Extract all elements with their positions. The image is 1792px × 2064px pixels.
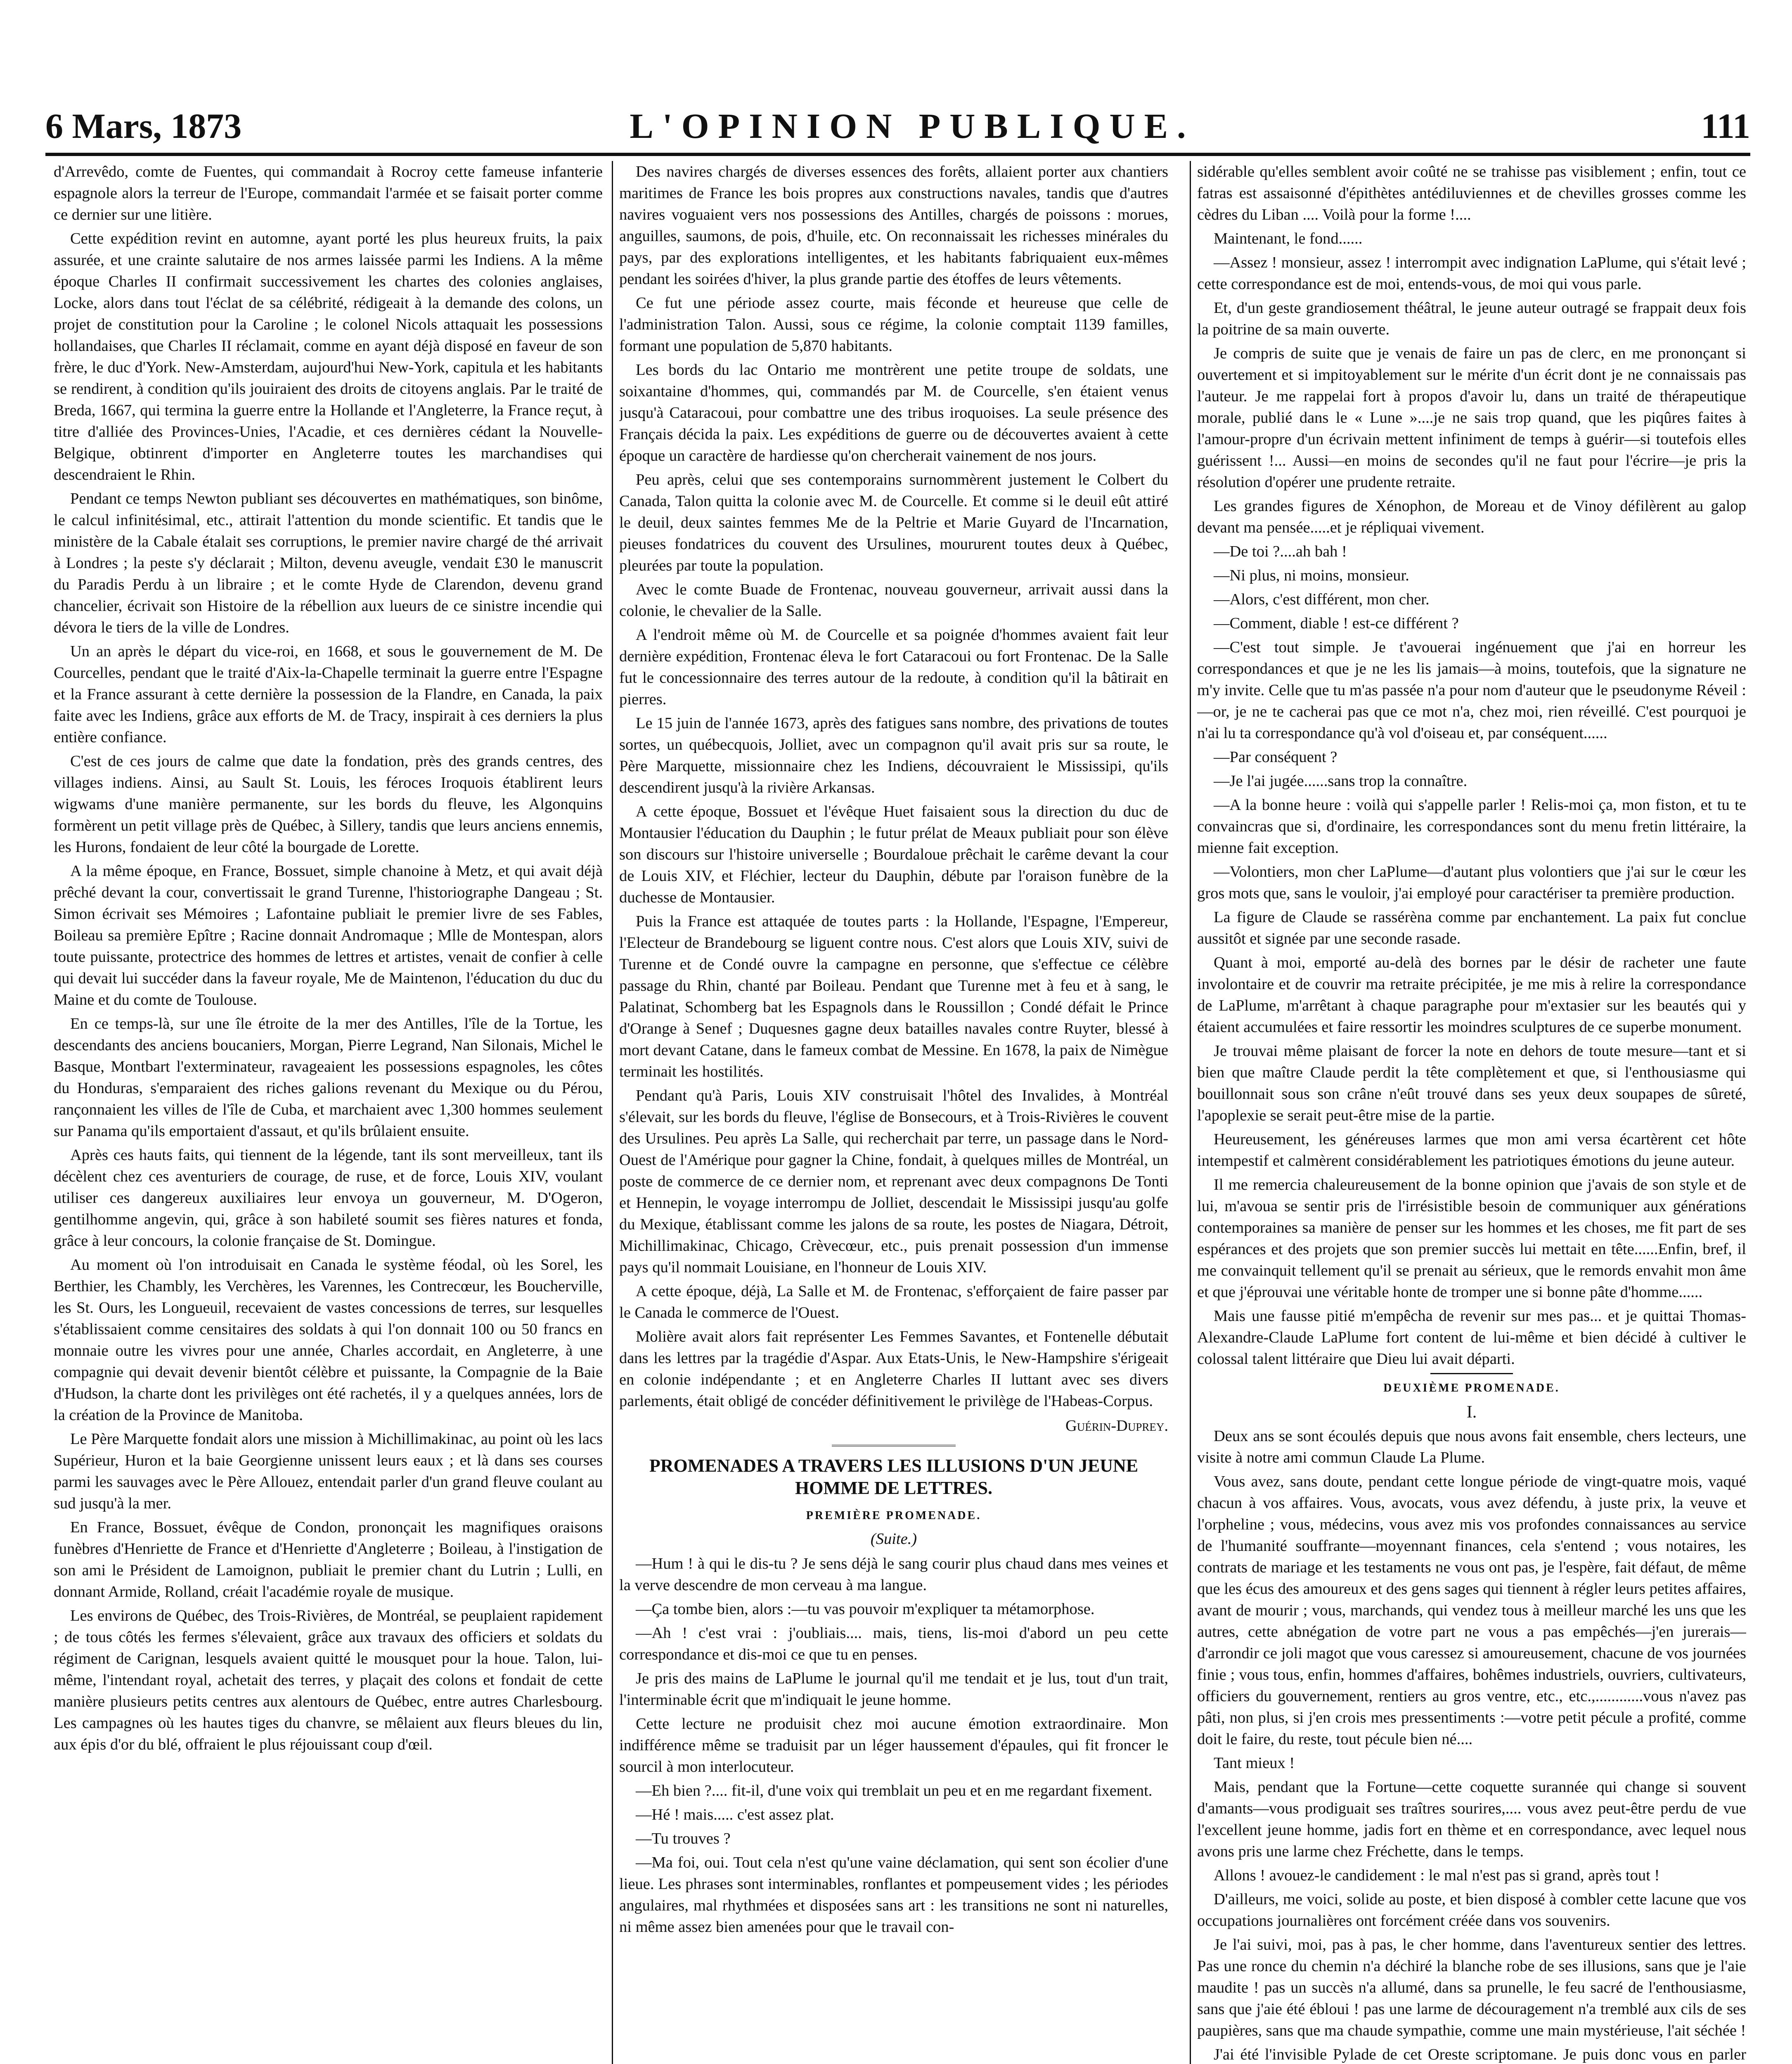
paragraph: En ce temps-là, sur une île étroite de la mer des Antilles, l'île de la Tortue, les descendants des anciens boucaniers, Morgan, Pierre Legrand, Nan Silonais, Michel le Basque, Montbart l'exterminateur, ravageaient les possessions espagnoles, les côtes du Honduras, s'emparaient des riches galions revenant du Mexique ou du Pérou, rançonnaient les villes de l'île de Cuba, et marchaient avec 1,300 hommes seulement sur Panama qu'ils emportaient d'assaut, et qu'ils brûlaient ensuite. xyxy=(54,1015,603,1140)
section-separator xyxy=(1430,1373,1513,1374)
paragraph: Au moment où l'on introduisait en Canada le système féodal, où les Sorel, les Berthier, les Chambly, les Verchères, les Varennes, les Contrecœur, les Boucherville, les St. Ours, les Longueuil, recevaient de vastes concessions de terres, sur lesquelles s'établissaient comme censitaires des soldats à qui l'on donnait 100 ou 50 francs en monnaie outre les vivres pour une année, Charles accordait, en Angleterre, à une compagnie qui devait devenir bientôt célèbre et puissante, la Compagnie de la Baie d'Hudson, la charte dont les privilèges ont été rachetés, il y a quelques années, lors de la création de la Province de Manitoba. xyxy=(54,1256,603,1424)
paragraph: Des navires chargés de diverses essences des forêts, allaient porter aux chantiers maritimes de France les bois propres aux constructions navales, tandis que d'autres navires voguaient vers nos possessions des Antilles, chargés de poissons : morues, anguilles, saumons, de pois, d'huile, etc. On reconnaissait les richesses minérales du pays, par des explorations intelligentes, et les habitants fabriquaient eux-mêmes pendant les soirées d'hiver, la plus grande partie des étoffes de leurs vêtements. xyxy=(619,163,1168,288)
paragraph: Après ces hauts faits, qui tiennent de la légende, tant ils sont merveilleux, tant ils décèlent chez ces aventuriers de courage, de ruse, et de force, Louis XIV, voulant utiliser ces dangereux auxiliaires leur envoya un gouverneur, M. D'Ogeron, gentilhomme angevin, qui, grâce à son habileté soumit ses fières natures et fonda, grâce à leur concours, la colonie française de St. Domingue. xyxy=(54,1146,603,1250)
section-subhead: PREMIÈRE PROMENADE. xyxy=(806,1509,982,1522)
paragraph: A cette époque, Bossuet et l'évêque Huet faisaient sous la direction du duc de Montausier l'éducation du Dauphin ; le futur prélat de Meaux publiait pour son élève son discours sur l'histoire universelle ; Bourdaloue prêchait le carême devant la cour de Louis XIV, et Fléchier, lecteur du Dauphin, débute par l'oraison funèbre de la duchesse de Montausier. xyxy=(619,803,1168,906)
paragraph: —Eh bien ?.... fit-il, d'une voix qui tremblait un peu et en me regardant fixement. xyxy=(636,1782,1153,1799)
paragraph: Je pris des mains de LaPlume le journal qu'il me tendait et je lus, tout d'un trait, l'interminable écrit que m'indiquait le jeune homme. xyxy=(619,1670,1168,1709)
paragraph: —Je l'ai jugée......sans trop la connaître. xyxy=(1214,772,1468,790)
paragraph: Avec le comte Buade de Frontenac, nouveau gouverneur, arrivait aussi dans la colonie, le chevalier de la Salle. xyxy=(619,581,1168,620)
paragraph: Quant à moi, emporté au-delà des bornes par le désir de racheter une faute involontaire et de couvrir ma retraite précipitée, je me mis à relire la correspondance de LaPlume, m'arrêtant à chaque paragraphe pour m'extasier sur les beautés qui y étaient accumulées et faire ressortir les moindres sculptures de ce superbe monument. xyxy=(1197,954,1746,1036)
paragraph: —Ni plus, ni moins, monsieur. xyxy=(1214,567,1409,584)
paragraph: En France, Bossuet, évêque de Condon, prononçait les magnifiques oraisons funèbres d'Henriette de France et d'Henriette d'Angleterre ; Boileau, à l'instigation de son ami le Président de Lamoignon, publiait le premier chant du Lutrin ; Lulli, en donnant Armide, Rolland, créait l'académie royale de musique. xyxy=(54,1519,603,1600)
paragraph: —Alors, c'est différent, mon cher. xyxy=(1214,591,1430,608)
paragraph: Peu après, celui que ses contemporains surnommèrent justement le Colbert du Canada, Talon quitta la colonie avec M. de Courcelle. Et comme si le deuil eût attiré le deuil, deux saintes femmes Me de la Peltrie et Marie Guyard de l'Incarnation, pieuses fondatrices du couvent des Ursulines, moururent toutes deux à Québec, pleurées par toute la population. xyxy=(619,471,1168,574)
paragraph: Les bords du lac Ontario me montrèrent une petite troupe de soldats, une soixantaine d'hommes, qui, commandés par M. de Courcelle, s'en étaient venus jusqu'à Cataracoui, pour combattre une des tribus iroquoises. La seule présence des Français décida la paix. Les expéditions de guerre ou de découvertes avaient à cette époque un caractère de hardiesse qu'on chercherait vainement de nos jours. xyxy=(619,361,1168,464)
paragraph: Mais, pendant que la Fortune—cette coquette surannée qui change si souvent d'amants—vous prodiguait ses traîtres sourires,.... vous avez peut-être perdu de vue l'excellent jeune homme, jadis fort en thème et en correspondance, avec lequel nous avons pris une larme chez Fréchette, dans le temps. xyxy=(1197,1778,1746,1860)
paragraph: Pendant ce temps Newton publiant ses découvertes en mathématiques, son binôme, le calcul infinitésimal, etc., attirait l'attention du monde scientific. Et tandis que le ministère de la Cabale étalait ses corruptions, le premier navire chargé de thé arrivait à Londres ; la peste s'y déclarait ; Milton, devenu aveugle, vendait £30 le manuscrit du Paradis Perdu à un libraire ; et le comte Hyde de Clarendon, devenu grand chancelier, écrivait son Histoire de la rébellion aux lueurs de ce sinistre incendie qui dévora le tiers de la ville de Londres. xyxy=(54,490,603,636)
paragraph: D'ailleurs, me voici, solide au poste, et bien disposé à combler cette lacune que vos occupations journalières ont forcément créée dans vos souvenirs. xyxy=(1197,1891,1746,1929)
paragraph: Deux ans se sont écoulés depuis que nous avons fait ensemble, chers lecteurs, une visite à notre ami commun Claude La Plume. xyxy=(1197,1427,1746,1466)
paragraph: —A la bonne heure : voilà qui s'appelle parler ! Relis-moi ça, mon fiston, et tu te convaincras que si, d'ordinaire, les correspondances sont du menu fretin littéraire, la mienne fait exception. xyxy=(1197,796,1746,857)
newspaper-title: L'OPINION PUBLIQUE. xyxy=(630,106,1195,146)
paragraph: Un an après le départ du vice-roi, en 1668, et sous le gouvernement de M. De Courcelles, pendant que le traité d'Aix-la-Chapelle terminait la guerre entre l'Espagne et la France assurant à cette dernière la possession de la Flandre, en Canada, la paix faite avec les Indiens, grâce aux efforts de M. de Tracy, inspirait à ces derniers la plus entière confiance. xyxy=(54,643,603,746)
paragraph: —Volontiers, mon cher LaPlume—d'autant plus volontiers que j'ai sur le cœur les gros mots que, sans le vouloir, j'ai employé pour caractériser ta première production. xyxy=(1197,863,1746,902)
paragraph: Cette lecture ne produisit chez moi aucune émotion extraordinaire. Mon indifférence même se traduisit par un léger haussement d'épaules, qui fit froncer le sourcil à mon interlocuteur. xyxy=(619,1715,1168,1775)
paragraph: Le 15 juin de l'année 1673, après des fatigues sans nombre, des privations de toutes sortes, un québecquois, Jolliet, avec un compagnon qu'il avait pris sur sa route, le Père Marquette, missionnaire chez les Indiens, découvraient le Mississipi, qu'ils descendirent jusqu'à la rivière Arkansas. xyxy=(619,715,1168,796)
paragraph: A cette époque, déjà, La Salle et M. de Frontenac, s'efforçaient de faire passer par le Canada le commerce de l'Ouest. xyxy=(619,1283,1168,1321)
paragraph: Molière avait alors fait représenter Les Femmes Savantes, et Fontenelle débutait dans les lettres par la tragédie d'Aspar. Aux Etats-Unis, le New-Hampshire s'érigeait en colonie indépendante ; et en Angleterre Charles II luttant avec ses divers parlements, était obligé de concéder définitivement le privilège de l'Habeas-Corpus. xyxy=(619,1328,1168,1410)
paragraph: Pendant qu'à Paris, Louis XIV construisait l'hôtel des Invalides, à Montréal s'élevait, sur les bords du fleuve, l'église de Bonsecours, et à Trois-Rivières le couvent des Ursulines. Peu après La Salle, qui recherchait par terre, un passage dans le Nord-Ouest de l'Amérique pour gagner la Chine, fondait, à quelques milles de Montréal, un poste de commerce de ce dernier nom, et reprenant avec deux compagnons De Tonti et Hennepin, le voyage interrompu de Jolliet, descendait le Mississipi jusqu'au golfe du Mexique, établissant comme les jalons de sa route, les postes de Niagara, Détroit, Michillimakinac, Chicago, Crèvecœur, etc., puis prenait possession d'un immense pays qu'il nommait Louisiane, en l'honneur de Louis XIV. xyxy=(619,1087,1168,1276)
page-number: 111 xyxy=(1701,106,1750,146)
article-title: PROMENADES A TRAVERS LES ILLUSIONS D'UN JEUNE HOMME DE LETTRES. xyxy=(649,1456,1139,1498)
paragraph: A l'endroit même où M. de Courcelle et sa poignée d'hommes avaient fait leur dernière expédition, Frontenac éleva le fort Cataracoui ou fort Frontenac. De la Salle fut le concessionnaire des terres autour de la redoute, à condition qu'il la bâtirait en pierres. xyxy=(619,626,1168,708)
paragraph: La figure de Claude se rassérèna comme par enchantement. La paix fut conclue aussitôt et signée par une seconde rasade. xyxy=(1197,909,1746,947)
issue-date: 6 Mars, 1873 xyxy=(45,106,242,146)
paragraph: —C'est tout simple. Je t'avouerai ingénuement que j'ai en horreur les correspondances et que je ne les lis jamais—à moins, toutefois, que la signature ne m'y invite. Celle que tu m'as passée n'a pour nom d'auteur que le pseudonyme Réveil :—or, je ne te cacherai pas que ce mot n'a, chez moi, rien réveillé. C'est pourquoi je n'ai lu ta correspondance qu'à vol d'oiseau et, par conséquent...... xyxy=(1197,639,1746,742)
paragraph: —Hé ! mais..... c'est assez plat. xyxy=(636,1806,834,1823)
paragraph: Les grandes figures de Xénophon, de Moreau et de Vinoy défilèrent au galop devant ma pensée.....et je répliquai vivement. xyxy=(1197,497,1746,536)
paragraph: —Tu trouves ? xyxy=(636,1830,731,1847)
paragraph: —Comment, diable ! est-ce différent ? xyxy=(1214,615,1459,632)
paragraph: Heureusement, les généreuses larmes que mon ami versa écartèrent cet hôte intempestif et calmèrent considérablement les patriotiques émotions du jeune auteur. xyxy=(1197,1131,1746,1169)
paragraph: Le Père Marquette fondait alors une mission à Michillimakinac, au point où les lacs Supérieur, Huron et la baie Georgienne unissent leurs eaux ; et là dans ses courses parmi les sauvages avec le Père Allouez, entendait parler d'un grand fleuve coulant au sud jusqu'à la mer. xyxy=(54,1430,603,1512)
paragraph: Cette expédition revint en automne, ayant porté les plus heureux fruits, la paix assurée, et une crainte salutaire de nos armes laissée parmi les Indiens. A la même époque Charles II confirmait successivement les chartes des colonies anglaises, Locke, alors dans tout l'éclat de sa célébrité, rédigeait à la demande des colons, un projet de constitution pour la Caroline ; le colonel Nicols attaquait les possessions hollandaises, que Charles II réclamait, comme en ayant déjà disposé en faveur de son frère, le duc d'York. New-Amsterdam, aujourd'hui New-York, capitula et les habitants se rendirent, à condition qu'ils jouiraient des droits de citoyens anglais. Par le traité de Breda, 1667, qui termina la guerre entre la Hollande et l'Angleterre, la France reçut, à titre d'alliée des Provinces-Unies, l'Acadie, et ces dernières cédant la Nouvelle-Belgique, obtinrent d'importer en Angleterre toutes les marchandises qui descendraient le Rhin. xyxy=(54,230,603,483)
column-divider xyxy=(1190,161,1191,2064)
paragraph: —Ça tombe bien, alors :—tu vas pouvoir m'expliquer ta métamorphose. xyxy=(636,1600,1095,1618)
paragraph: Maintenant, le fond...... xyxy=(1214,230,1363,247)
paragraph: J'ai été l'invisible Pylade de cet Oreste scriptomane. Je puis donc vous en parler xyxy=(1214,2046,1746,2063)
paragraph: Mais une fausse pitié m'empêcha de revenir sur mes pas... et je quittai Thomas-Alexandre-Claude LaPlume fort content de lui-même et bien décidé à cultiver le colossal talent littéraire que Dieu lui avait départi. xyxy=(1197,1307,1746,1368)
paragraph: Je l'ai suivi, moi, pas à pas, le cher homme, dans l'aventureux sentier des lettres. Pas une ronce du chemin n'a déchiré la blanche robe de ses illusions, sans que je l'aie maudite ! pas un succès n'a allumé, dans sa prunelle, le feu sacré de l'enthousiasme, sans que j'aie été ébloui ! pas une larme de découragement n'a tremblé aux cils de ses paupières, sans que ma chaude sympathie, comme une main mystérieuse, l'ait séchée ! xyxy=(1197,1936,1746,2039)
paragraph: d'Arrevêdo, comte de Fuentes, qui commandait à Rocroy cette fameuse infanterie espagnole alors la terreur de l'Europe, commandait l'armée et se faisait porter comme ce dernier sur une litière. xyxy=(54,163,603,223)
paragraph: Les environs de Québec, des Trois-Rivières, de Montréal, se peuplaient rapidement ; de tous côtés les fermes s'élevaient, grâce aux travaux des officiers et soldats du régiment de Carignan, lesquels avaient quitté le mousquet pour la houe. Talon, lui-même, l'intendant royal, achetait des terres, y plaçait des colons et fondait de cette manière plusieurs petits centres aux alentours de Québec, entre autres Charlesbourg. Les campagnes où les hautes tiges du chanvre, se mêlaient aux fleurs bleues du lin, aux épis d'or du blé, offraient le plus réjouissant coup d'œil. xyxy=(54,1607,603,1753)
paragraph: Puis la France est attaquée de toutes parts : la Hollande, l'Espagne, l'Empereur, l'Electeur de Brandebourg se liguent contre nous. C'est alors que Louis XIV, suivi de Turenne et de Condé ouvre la campagne en personne, que s'effectue ce célèbre passage du Rhin, chanté par Boileau. Pendant que Turenne met à feu et à sang, le Palatinat, Schomberg bat les Espagnols dans le Roussillon ; Condé défait le Prince d'Orange à Senef ; Duquesnes gagne deux batailles navales contre Ruyter, blessé à mort devant Catane, dans le fameux combat de Messine. En 1678, la paix de Nimègue terminait les hostilités. xyxy=(619,913,1168,1080)
column-1 xyxy=(54,161,603,2064)
paragraph: Je compris de suite que je venais de faire un pas de clerc, en me prononçant si ouvertement et si impitoyablement sur le mérite d'un écrit dont je ne connaissais pas l'auteur. Je me rappelai fort à propos d'avoir lu, dans un traité de thérapeutique morale, publié dans le « Lune »....je ne sais trop quand, que les piqûres faites à l'amour-propre d'un écrivain mettent infiniment de temps à guérir—si toutefois elles guérissent !... Aussi—en moins de secondes qu'il ne faut pour l'écrire—je pris la résolution d'opérer une prudente retraite. xyxy=(1197,345,1746,491)
paragraph: Allons ! avouez-le candidement : le mal n'est pas si grand, après tout ! xyxy=(1214,1867,1660,1884)
paragraph: Ce fut une période assez courte, mais féconde et heureuse que celle de l'administration Talon. Aussi, sous ce régime, la colonie comptait 1139 familles, formant une population de 5,870 habitants. xyxy=(619,294,1168,355)
section-number: I. xyxy=(1466,1403,1477,1422)
column-2 xyxy=(619,161,1168,2064)
paragraph: Je trouvai même plaisant de forcer la note en dehors de toute mesure—tant et si bien que maître Claude perdit la tête complètement et que, si l'enthousiasme qui bouillonnait sous son crâne n'eût trouvé dans ses yeux deux soupapes de sûreté, l'apoplexie se serait peut-être mise de la partie. xyxy=(1197,1042,1746,1124)
section-separator xyxy=(832,1445,956,1446)
masthead xyxy=(45,105,1750,159)
column-3 xyxy=(1197,161,1746,2064)
paragraph: C'est de ces jours de calme que date la fondation, près des grands centres, des villages indiens. Ainsi, au Sault St. Louis, les féroces Iroquois établirent leurs wigwams d'une manière permanente, sur les bords du fleuve, les Algonquins formèrent un petit village près de Québec, à Sillery, tandis que leurs anciens ennemis, les Hurons, fondaient de leur côté la bourgade de Lorette. xyxy=(54,753,603,856)
paragraph: Il me remercia chaleureusement de la bonne opinion que j'avais de son style et de lui, m'avoua se sentir pris de l'irrésistible besoin de communiquer aux générations contemporaines sa manière de penser sur les hommes et les choses, me fit part de ses espérances et des projets que son premier succès lui mettait en tête......Enfin, bref, il me convainquit tellement qu'il se prenait au sérieux, que le remords envahit mon âme et que j'éprouvai une véritable honte de tromper une si bonne pâte d'homme...... xyxy=(1197,1176,1746,1301)
paragraph: —De toi ?....ah bah ! xyxy=(1214,543,1347,560)
section-subhead: DEUXIÈME PROMENADE. xyxy=(1383,1382,1560,1394)
paragraph: —Hum ! à qui le dis-tu ? Je sens déjà le sang courir plus chaud dans mes veines et la verve descendre de mon cerveau à ma langue. xyxy=(619,1555,1168,1594)
paragraph: Tant mieux ! xyxy=(1214,1754,1295,1772)
paragraph: —Ah ! c'est vrai : j'oubliais.... mais, tiens, lis-moi d'abord un peu cette correspondance et dis-moi ce que tu en penses. xyxy=(619,1624,1168,1663)
paragraph: Et, d'un geste grandiosement théâtral, le jeune auteur outragé se frappait deux fois la poitrine de sa main ouverte. xyxy=(1197,299,1746,338)
paragraph: Vous avez, sans doute, pendant cette longue période de vingt-quatre mois, vaqué chacun à vos affaires. Vous, avocats, vous avez défendu, à juste prix, la veuve et l'orpheline ; vous, médecins, vous avez mis vos profondes connaissances au service de l'humanité souffrante—moyennant finances, cela s'entend ; vous notaires, les contrats de mariage et les testaments ne vous ont pas, je l'espère, fait défaut, de même que les écus des amoureux et des gens sages qui tiennent à régler leurs petites affaires, avant de mourir ; vous, marchands, qui vendez tous à meilleur marché les uns que les autres, cette abnégation de votre part ne vous a pas empêchés—j'en jurerais—d'arrondir ce joli magot que vous caressez si amoureusement, chacune de vos journées finie ; vous tous, enfin, hommes d'affaires, bohêmes industriels, ouvriers, cultivateurs, officiers du gouvernement, rentiers au gros ventre, etc., etc.,............vous n'avez pas pâti, non plus, si j'en crois mes pressentiments :—votre petit pécule a profité, comme doit le faire, du reste, tout pécule bien né.... xyxy=(1197,1473,1746,1748)
paragraph: —Ma foi, oui. Tout cela n'est qu'une vaine déclamation, qui sent son écolier d'une lieue. Les phrases sont interminables, ronflantes et pompeusement vides ; les périodes angulaires, mal rhythmées et disposées sans art : les transitions ne sont ni naturelles, ni même assez bien amenées pour que le travail con- xyxy=(619,1854,1168,1936)
paragraph: —Par conséquent ? xyxy=(1214,748,1337,766)
continuation-note: (Suite.) xyxy=(870,1530,917,1548)
column-divider xyxy=(612,161,613,2064)
paragraph: A la même époque, en France, Bossuet, simple chanoine à Metz, et qui avait déjà prêché devant la cour, convertissait le grand Turenne, l'historiographe Dangeau ; St. Simon écrivait ses Mémoires ; Lafontaine publiait le premier livre de ses Fables, Boileau sa première Epître ; Racine donnait Andromaque ; Mlle de Montespan, alors toute puissante, protectrice des hommes de lettres et artistes, venait de confier à celle qui devait lui succéder dans la faveur royale, Me de Maintenon, l'éducation du duc du Maine et du comte de Toulouse. xyxy=(54,862,603,1008)
author-signature: Guérin-Duprey. xyxy=(1065,1417,1168,1434)
paragraph: —Assez ! monsieur, assez ! interrompit avec indignation LaPlume, qui s'était levé ; cette correspondance est de moi, entends-vous, de moi qui vous parle. xyxy=(1197,254,1746,293)
paragraph: sidérable qu'elles semblent avoir coûté ne se trahisse pas visiblement ; enfin, tout ce fatras est assaisonné d'épithètes antédiluviennes et de chevilles grosses comme les cèdres du Liban .... Voilà pour la forme !.... xyxy=(1197,163,1746,223)
header-rule xyxy=(45,153,1750,156)
